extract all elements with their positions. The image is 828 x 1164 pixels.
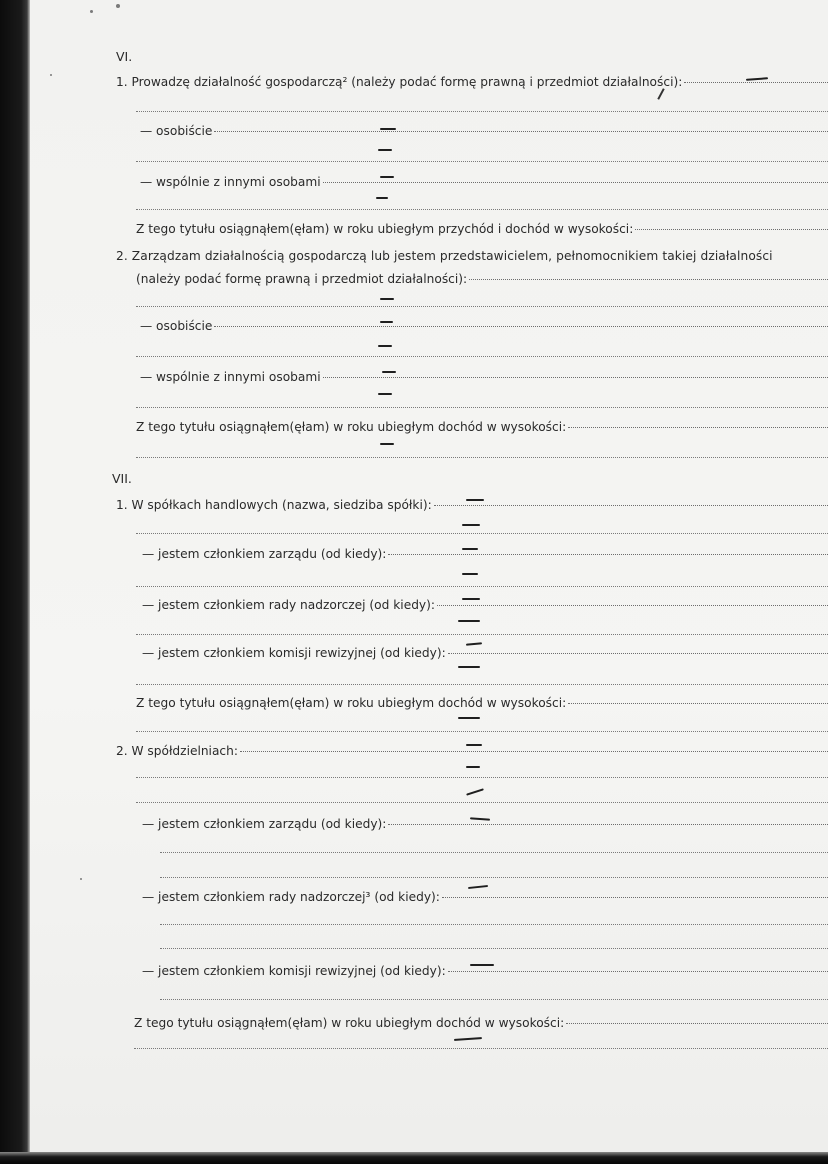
handwritten-dash xyxy=(454,1037,482,1041)
vii-income2-field[interactable] xyxy=(566,1022,828,1024)
vii-item2-field-line-1[interactable] xyxy=(136,776,828,778)
vi-item2-field[interactable] xyxy=(469,278,828,280)
vi-personally2-field-line[interactable] xyxy=(136,355,828,357)
vii-item2-field-line-2[interactable] xyxy=(136,801,828,803)
vi-personally-field[interactable] xyxy=(214,130,828,132)
vii-income1-field[interactable] xyxy=(568,702,828,704)
vi-income2-row xyxy=(136,418,828,436)
scan-speck xyxy=(50,74,52,76)
scan-shadow-left xyxy=(0,0,30,1164)
vii-supervisory-field-line[interactable] xyxy=(136,633,828,635)
scan-speck xyxy=(80,878,82,880)
handwritten-dash xyxy=(458,717,480,719)
vii-audit-row xyxy=(142,644,828,662)
vi-personally-row xyxy=(140,122,828,140)
vi-jointly-field-line[interactable] xyxy=(136,208,828,210)
vi-jointly-label: — wspólnie z innymi osobami xyxy=(140,175,321,189)
vii-audit2-field[interactable] xyxy=(448,970,828,972)
handwritten-dash xyxy=(462,524,480,526)
handwritten-dash xyxy=(380,176,394,178)
handwritten-dash xyxy=(466,766,480,768)
vii-income1-row xyxy=(136,694,828,712)
vii-board-row xyxy=(142,545,828,563)
vi-jointly-row xyxy=(140,173,828,191)
vi-item2-row2 xyxy=(136,270,828,288)
vi-income1-field[interactable] xyxy=(635,228,828,230)
scan-shadow-bottom xyxy=(0,1152,828,1164)
vi-jointly2-field[interactable] xyxy=(323,376,828,378)
vi-income2-field-line[interactable] xyxy=(136,456,828,458)
vi-personally-field-line[interactable] xyxy=(136,160,828,162)
vii-income2-label: Z tego tytułu osiągnąłem(ęłam) w roku ubiegłym dochód w wysokości: xyxy=(134,1016,565,1030)
handwritten-dash xyxy=(458,666,480,668)
vii-income1-label: Z tego tytułu osiągnąłem(ęłam) w roku ubiegłym dochód w wysokości: xyxy=(136,696,567,710)
section-vii-heading: VII. xyxy=(112,471,132,486)
handwritten-dash xyxy=(462,548,478,550)
vii-supervisory-field[interactable] xyxy=(437,604,828,606)
vi-income2-field[interactable] xyxy=(568,426,828,428)
vi-jointly2-row xyxy=(140,368,828,386)
vi-personally2-row xyxy=(140,317,828,335)
vi-item1-row xyxy=(116,73,828,91)
vi-item2-label-2: (należy podać formę prawną i przedmiot działalności): xyxy=(136,272,468,286)
vii-board2-field[interactable] xyxy=(388,823,828,825)
handwritten-dash xyxy=(466,788,484,795)
vii-supervisory2-field-line-1[interactable] xyxy=(160,923,828,925)
vi-income2-label: Z tego tytułu osiągnąłem(ęłam) w roku ubiegłym dochód w wysokości: xyxy=(136,420,567,434)
vi-item1-field[interactable] xyxy=(684,81,828,83)
handwritten-dash xyxy=(462,598,480,600)
vii-board-label: — jestem członkiem zarządu (od kiedy): xyxy=(142,547,387,561)
vi-item1-label: 1. Prowadzę działalność gospodarczą² (należy podać formę prawną i przedmiot działalności): xyxy=(116,75,683,89)
vii-income1-field-line[interactable] xyxy=(136,730,828,732)
handwritten-dash xyxy=(382,371,396,373)
vii-audit-field-line[interactable] xyxy=(136,683,828,685)
vi-item2-row xyxy=(116,247,828,265)
vi-personally-label: — osobiście xyxy=(140,124,213,138)
vii-board-field[interactable] xyxy=(388,553,828,555)
vii-board2-field-line-1[interactable] xyxy=(160,851,828,853)
vii-audit2-label: — jestem członkiem komisji rewizyjnej (od kiedy): xyxy=(142,964,446,978)
handwritten-dash xyxy=(458,620,480,622)
vii-audit-field[interactable] xyxy=(448,652,828,654)
vii-supervisory2-label: — jestem członkiem rady nadzorczej³ (od kiedy): xyxy=(142,890,440,904)
vi-item2-label: 2. Zarządzam działalnością gospodarczą lub jestem przedstawicielem, pełnomocnikiem takiej działalności xyxy=(116,249,773,263)
vii-supervisory2-field-line-2[interactable] xyxy=(160,947,828,949)
vi-jointly-field[interactable] xyxy=(323,181,828,183)
vii-item2-field[interactable] xyxy=(240,750,828,752)
handwritten-dash xyxy=(470,964,494,966)
handwritten-dash xyxy=(380,443,394,445)
vi-item1-field-line[interactable] xyxy=(136,110,828,112)
vii-item1-field-line[interactable] xyxy=(136,532,828,534)
vii-board2-label: — jestem członkiem zarządu (od kiedy): xyxy=(142,817,387,831)
form-page xyxy=(30,0,828,1152)
vii-income2-row xyxy=(134,1014,828,1032)
scan-speck xyxy=(90,10,93,13)
vi-personally2-label: — osobiście xyxy=(140,319,213,333)
vii-item2-label: 2. W spółdzielniach: xyxy=(116,744,238,758)
handwritten-dash xyxy=(378,149,392,151)
vii-item1-label: 1. W spółkach handlowych (nazwa, siedziba spółki): xyxy=(116,498,432,512)
handwritten-dash xyxy=(376,197,388,199)
vii-board2-field-line-2[interactable] xyxy=(160,876,828,878)
vii-audit-label: — jestem członkiem komisji rewizyjnej (od kiedy): xyxy=(142,646,446,660)
vi-item2-field-line[interactable] xyxy=(136,305,828,307)
handwritten-dash xyxy=(466,499,484,501)
vi-income1-row xyxy=(136,220,828,238)
handwritten-dash xyxy=(462,573,478,575)
handwritten-dash xyxy=(378,345,392,347)
vii-supervisory-row xyxy=(142,596,828,614)
handwritten-dash xyxy=(378,393,392,395)
vi-income1-label: Z tego tytułu osiągnąłem(ęłam) w roku ubiegłym przychód i dochód w wysokości: xyxy=(136,222,634,236)
vii-supervisory-label: — jestem członkiem rady nadzorczej (od kiedy): xyxy=(142,598,436,612)
vii-income2-field-line[interactable] xyxy=(134,1047,828,1049)
handwritten-dash xyxy=(380,321,393,323)
handwritten-dash xyxy=(380,128,396,130)
vii-supervisory2-row xyxy=(142,888,828,906)
vi-jointly2-field-line[interactable] xyxy=(136,406,828,408)
handwritten-dash xyxy=(380,298,394,300)
vii-item1-field[interactable] xyxy=(434,504,828,506)
vii-supervisory2-field[interactable] xyxy=(442,896,828,898)
vii-audit2-field-line[interactable] xyxy=(160,998,828,1000)
vi-personally2-field[interactable] xyxy=(214,325,828,327)
handwritten-dash xyxy=(466,744,482,746)
scan-speck xyxy=(116,4,120,8)
vi-jointly2-label: — wspólnie z innymi osobami xyxy=(140,370,321,384)
section-vi-heading: VI. xyxy=(116,49,133,64)
vii-board-field-line[interactable] xyxy=(136,585,828,587)
